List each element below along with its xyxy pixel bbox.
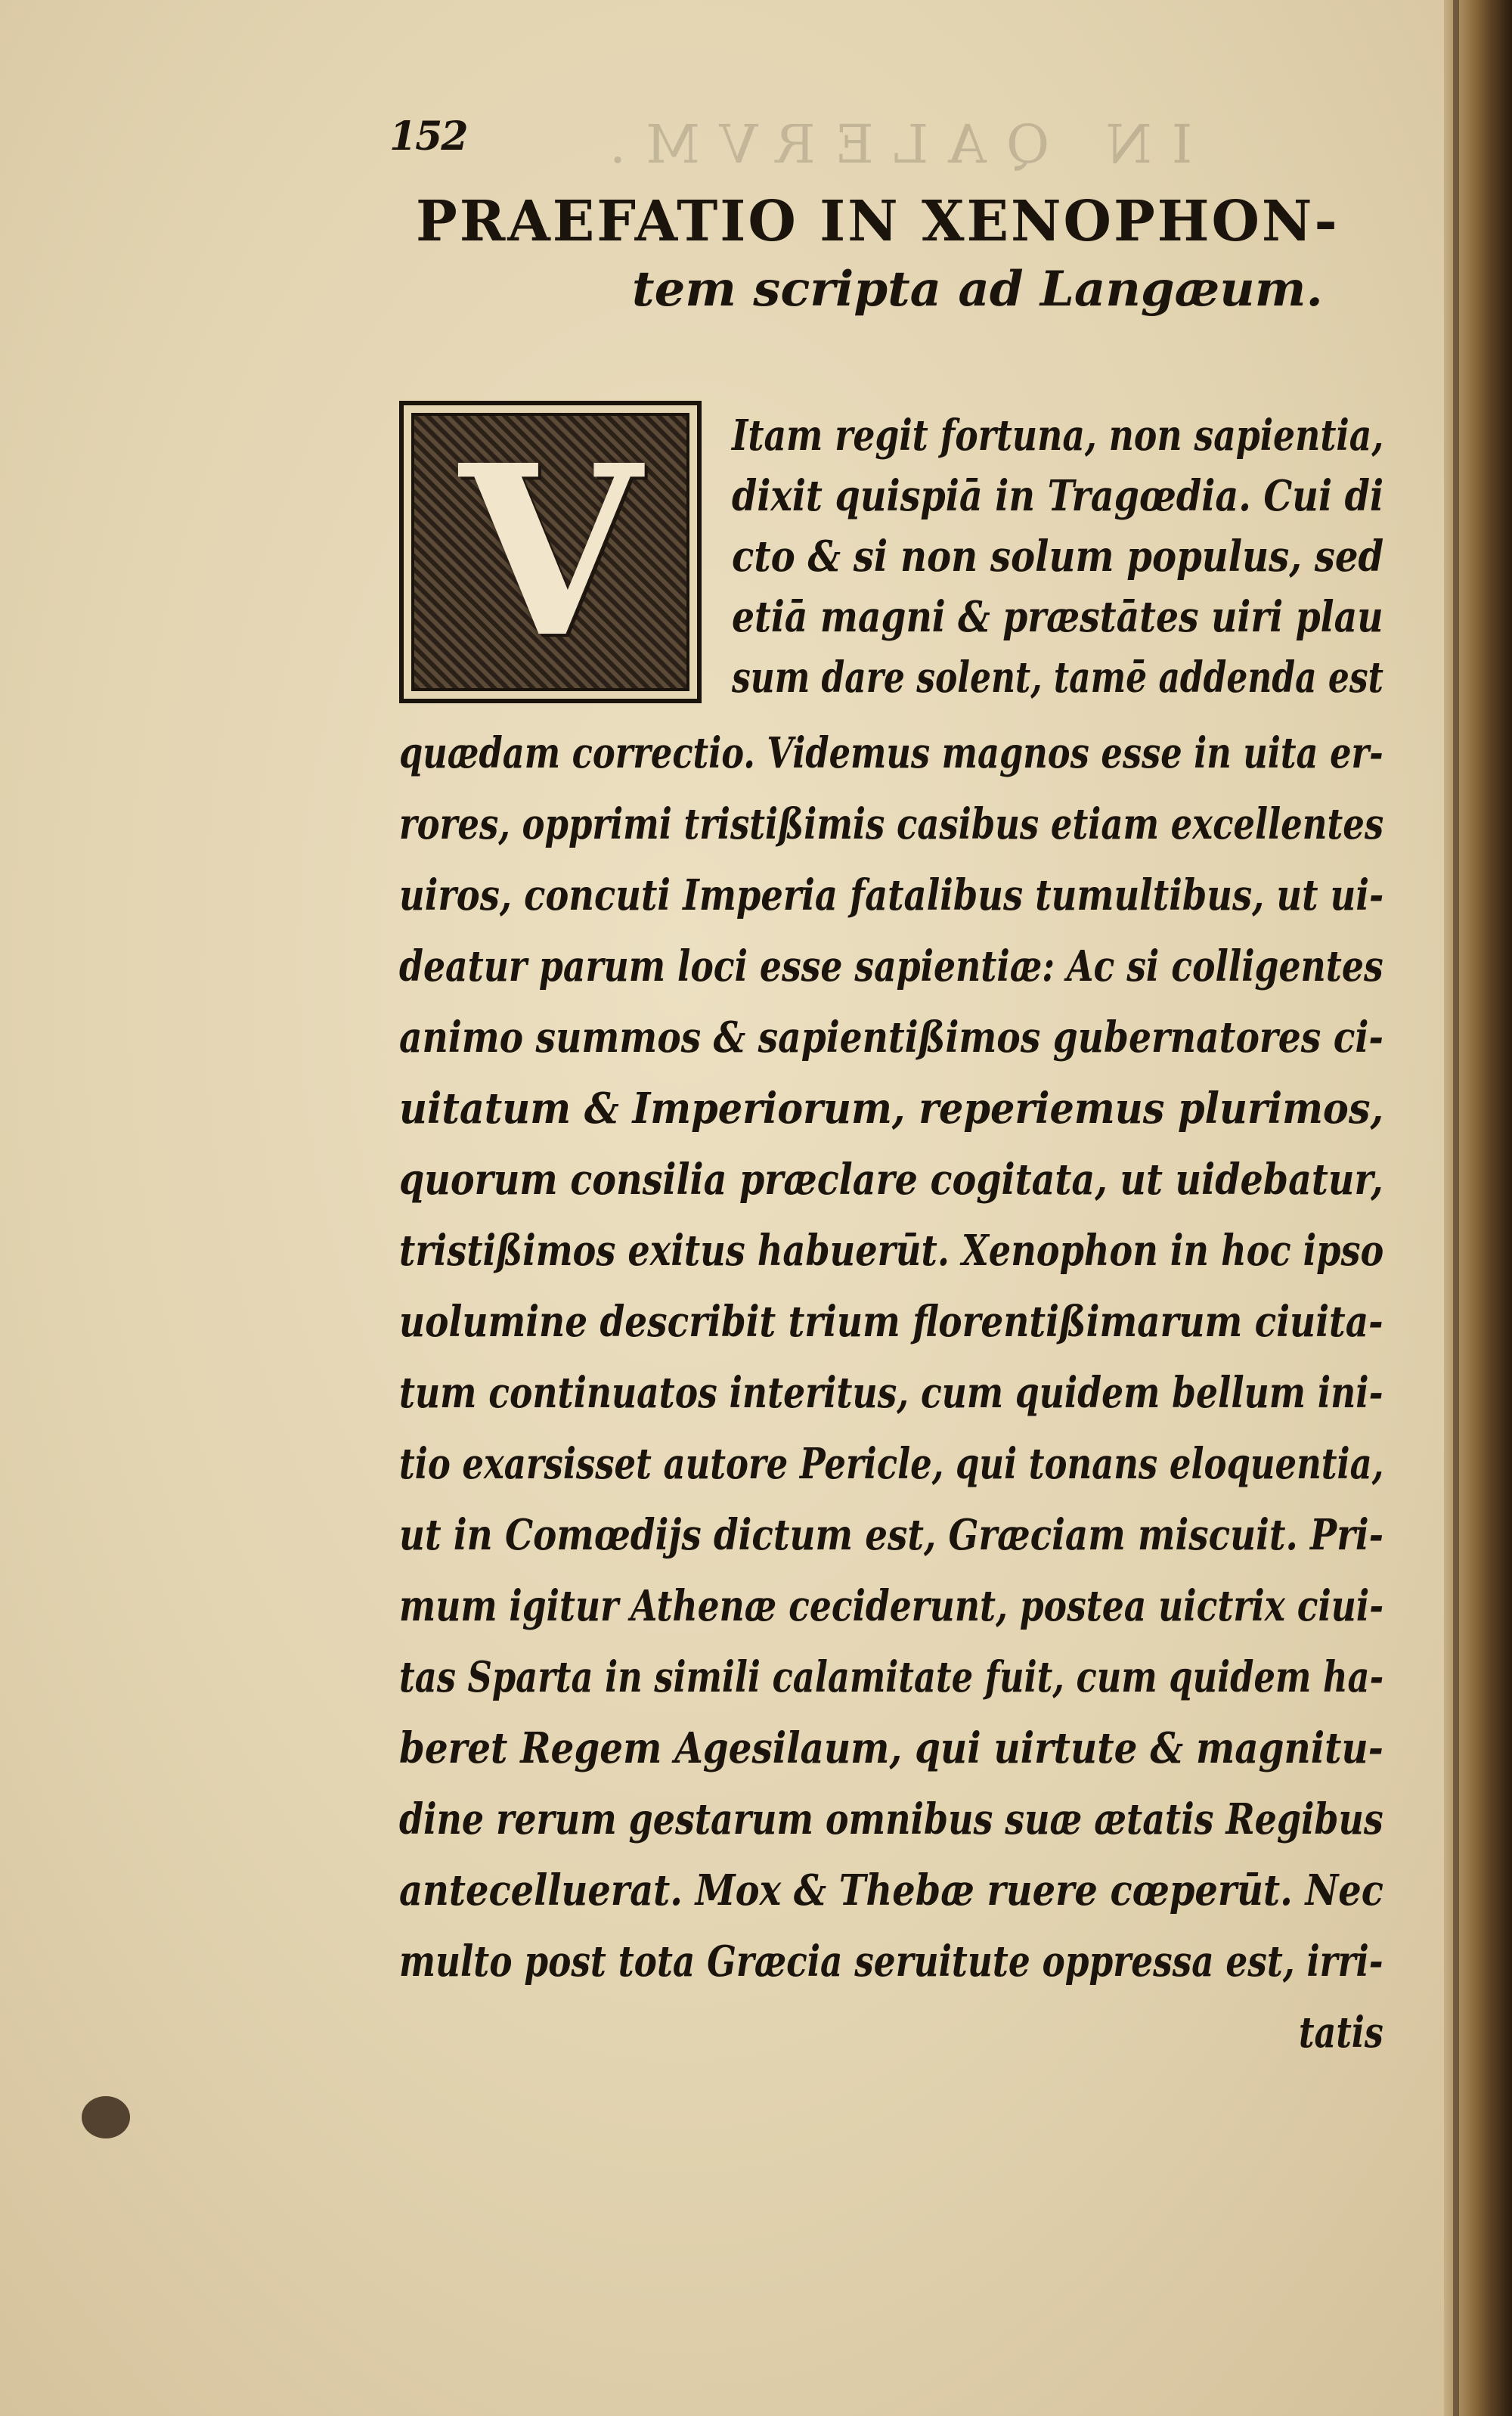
text-line: beret Regem Agesilaum, qui uirtute & magnitu- — [399, 1723, 1383, 1773]
text-line: ut in Comœdijs dictum est, Græciam miscuit. Pri- — [399, 1510, 1384, 1560]
text-line: animo summos & sapientißimos gubernatores ci- — [399, 1013, 1383, 1062]
text-line: uolumine describit trium florentißimarum ciuita- — [399, 1297, 1383, 1347]
page-edge-line — [1453, 0, 1459, 2416]
text-line: etiā magni & præstātes uiri plau — [732, 592, 1383, 642]
text-line: quorum consilia præclare cogitata, ut uidebatur, — [399, 1155, 1383, 1205]
decorated-initial — [399, 401, 702, 703]
text-line: Itam regit fortuna, non sapientia, — [732, 411, 1384, 461]
initial-letter: V — [459, 414, 642, 690]
text-line: cto & si non solum populus, sed — [732, 532, 1384, 582]
text-line: dine rerum gestarum omnibus suæ ætatis Regibus — [399, 1794, 1383, 1844]
text-line: tio exarsisset autore Pericle, qui tonans eloquentia, — [399, 1439, 1384, 1489]
woodcut-frame — [411, 413, 689, 691]
catchword: tatis — [1299, 2008, 1383, 2058]
text-line: uiros, concuti Imperia fatalibus tumultibus, ut ui- — [399, 870, 1384, 920]
text-line: tas Sparta in simili calamitate fuit, cum quidem ha- — [399, 1652, 1384, 1702]
text-line: multo post tota Græcia seruitute oppressa est, irri- — [399, 1937, 1383, 1986]
text-line: sum dare solent, tamē addenda est — [732, 653, 1383, 702]
page-number: 152 — [389, 113, 467, 160]
text-line: quædam correctio. Videmus magnos esse in uita er- — [399, 728, 1383, 778]
text-line: antecelluerat. Mox & Thebæ ruere cœperūt. Nec — [399, 1865, 1383, 1915]
text-line: deatur parum loci esse sapientiæ: Ac si colligentes — [399, 941, 1383, 991]
show-through-header: IN QALERVM. — [590, 113, 1193, 175]
text-line: dixit quispiā in Tragœdia. Cui di — [732, 471, 1384, 521]
text-line: tum continuatos interitus, cum quidem bellum ini- — [399, 1368, 1383, 1418]
text-line: tristißimos exitus habuerūt. Xenophon in hoc ipso — [399, 1226, 1384, 1276]
page-title: PRAEFATIO IN XENOPHON- — [416, 189, 1340, 254]
text-line: rores, opprimi tristißimis casibus etiam excellentes — [399, 799, 1384, 849]
text-line: mum igitur Athenæ ceciderunt, postea uictrix ciui- — [399, 1581, 1384, 1631]
ink-stain — [82, 2096, 130, 2138]
text-line: uitatum & Imperiorum, reperiemus plurimos, — [399, 1084, 1384, 1134]
page-subtitle: tem scripta ad Langæum. — [632, 261, 1323, 318]
